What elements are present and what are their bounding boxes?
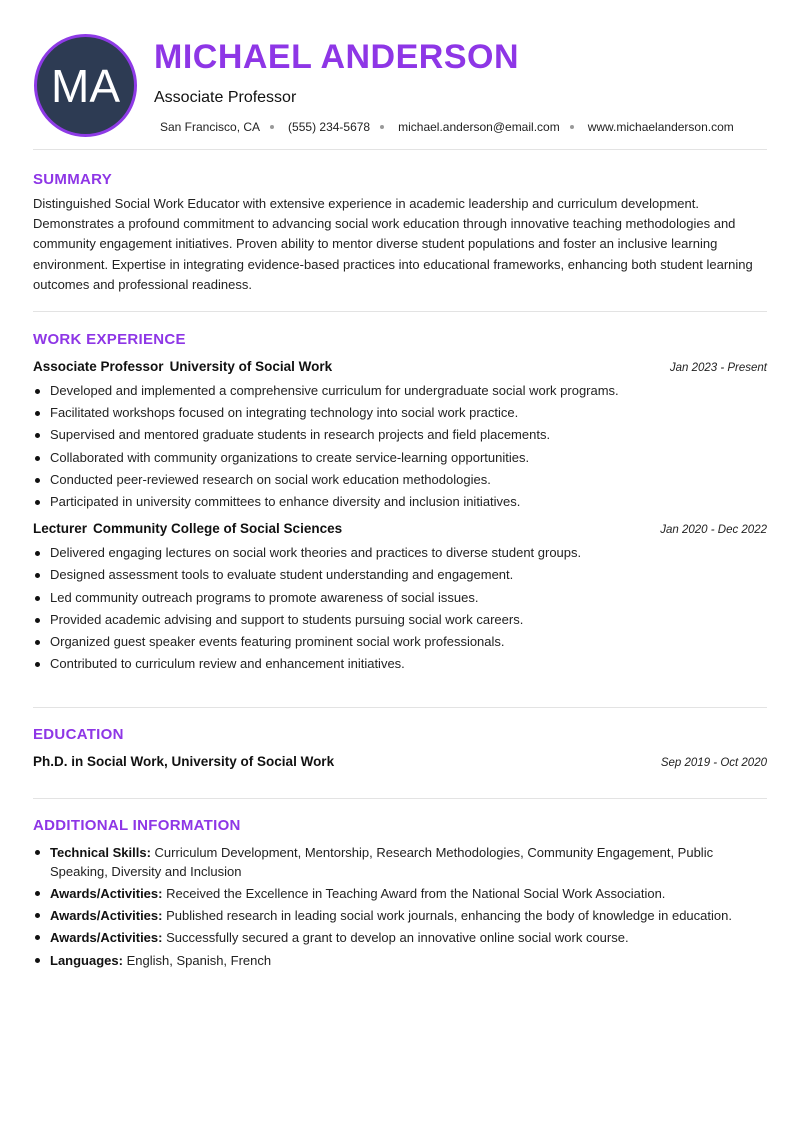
avatar: MA [34, 34, 137, 137]
education-date: Sep 2019 - Oct 2020 [660, 757, 767, 769]
contact-location: San Francisco, CA [160, 120, 261, 134]
contact-phone: (555) 234-5678 [288, 120, 371, 134]
contact-line [160, 120, 734, 134]
job-role-line [33, 359, 332, 374]
list-item: Conducted peer-reviewed research on social work education methodologies. [33, 469, 767, 491]
item-label: Technical Skills: [50, 845, 151, 860]
job-entry [33, 521, 767, 675]
job-role: Lecturer [33, 521, 88, 537]
summary-section [33, 150, 767, 312]
contact-email[interactable]: michael.anderson@email.com [398, 120, 560, 134]
additional-info-section [33, 799, 767, 970]
job-date: Jan 2020 - Dec 2022 [660, 524, 767, 537]
list-item: Organized guest speaker events featuring prominent social work professionals. [33, 631, 767, 653]
list-item [33, 843, 767, 881]
job-role-line [33, 521, 342, 536]
candidate-title: Associate Professor [154, 89, 297, 106]
additional-info-list [33, 843, 767, 970]
list-item: Supervised and mentored graduate students in research projects and field placements. [33, 424, 767, 446]
resume-header [33, 0, 767, 150]
list-item [33, 951, 767, 970]
education-entry [33, 754, 767, 769]
separator-dot [270, 125, 274, 129]
candidate-name: MICHAEL ANDERSON [154, 38, 520, 76]
section-heading: EDUCATION [33, 726, 124, 743]
job-header [33, 521, 767, 536]
list-item: Designed assessment tools to evaluate student understanding and engagement. [33, 564, 767, 586]
item-label: Awards/Activities: [50, 930, 163, 945]
job-role: Associate Professor [33, 359, 164, 374]
item-text: Curriculum Development, Mentorship, Research Methodologies, Community Engagement, Public Speaking, Diversity and Inclusion [50, 845, 714, 879]
list-item: Facilitated workshops focused on integrating technology into social work practice. [33, 402, 767, 424]
list-item: Collaborated with community organizations to create service-learning opportunities. [33, 447, 767, 469]
list-item: Led community outreach programs to promote awareness of social issues. [33, 587, 767, 609]
job-organization: University of Social Work [169, 359, 333, 374]
list-item [33, 928, 767, 947]
item-label: Awards/Activities: [50, 908, 163, 923]
separator-dot [380, 125, 384, 129]
item-label: Languages: [50, 953, 123, 968]
section-heading: WORK EXPERIENCE [33, 331, 186, 348]
section-heading: SUMMARY [33, 171, 113, 188]
job-entry [33, 359, 767, 513]
list-item: Delivered engaging lectures on social work theories and practices to diverse student groups. [33, 542, 767, 564]
list-item: Participated in university committees to enhance diversity and inclusion initiatives. [33, 491, 767, 513]
education-section [33, 708, 767, 799]
job-organization: Community College of Social Sciences [93, 521, 343, 537]
job-date: Jan 2023 - Present [669, 362, 767, 374]
item-label: Awards/Activities: [50, 886, 163, 901]
item-text: English, Spanish, French [126, 953, 272, 968]
education-degree: Ph.D. in Social Work, University of Social Work [33, 754, 335, 769]
job-bullet-list [33, 542, 767, 675]
item-text: Successfully secured a grant to develop an innovative online social work course. [166, 930, 629, 945]
contact-website[interactable]: www.michaelanderson.com [587, 120, 734, 134]
list-item: Developed and implemented a comprehensive curriculum for undergraduate social work programs. [33, 380, 767, 402]
list-item: Provided academic advising and support to students pursuing social work careers. [33, 609, 767, 631]
job-header [33, 359, 767, 374]
item-text: Published research in leading social work journals, enhancing the body of knowledge in education. [166, 908, 732, 923]
list-item [33, 906, 767, 925]
summary-text: Distinguished Social Work Educator with extensive experience in academic leadership and curriculum development. Demonstrates a profound commitment to advancing social work education through innovative teaching methodologies and community engagement initiatives. Proven ability to mentor diverse student populations and foster an inclusive learning environment. Expertise in integrating evidence-based practices into educational frameworks, enhancing both student learning outcomes and professional readiness. [33, 196, 753, 292]
section-heading: ADDITIONAL INFORMATION [33, 817, 241, 834]
separator-dot [570, 125, 574, 129]
list-item [33, 884, 767, 903]
item-text: Received the Excellence in Teaching Award from the National Social Work Association. [166, 886, 666, 901]
work-experience-section [33, 312, 767, 708]
list-item: Contributed to curriculum review and enhancement initiatives. [33, 653, 767, 675]
job-bullet-list [33, 380, 767, 513]
